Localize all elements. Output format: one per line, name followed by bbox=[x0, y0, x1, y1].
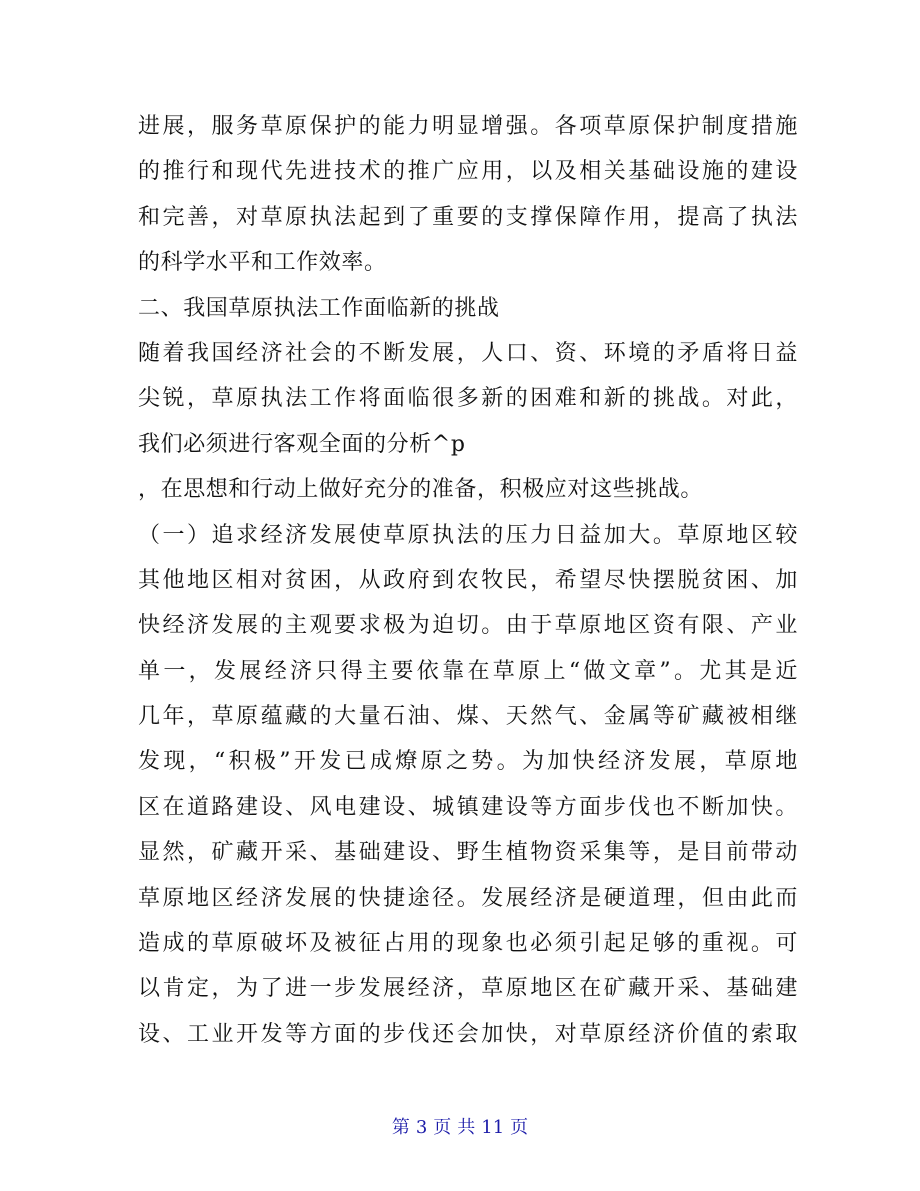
text-line: 随着我国经济社会的不断发展，人口、资、环境的矛盾将日益 bbox=[138, 340, 798, 366]
text-line: 区在道路建设、风电建设、城镇建设等方面步伐也不断加快。 bbox=[138, 794, 798, 820]
text-line: 二、我国草原执法工作面临新的挑战 bbox=[138, 295, 500, 321]
footer-total-pages: 11 bbox=[481, 1117, 505, 1138]
footer-page-word: 第 bbox=[391, 1117, 410, 1138]
text-line: 进展，服务草原保护的能力明显增强。各项草原保护制度措施 bbox=[138, 114, 798, 139]
text-line: 单一，发展经济只得主要依靠在草原上“做文章”。尤其是近 bbox=[138, 658, 798, 684]
text-line: 的科学水平和工作效率。 bbox=[138, 250, 387, 276]
document-body bbox=[138, 104, 798, 1057]
text-line: 快经济发展的主观要求极为迫切。由于草原地区资有限、产业 bbox=[138, 613, 798, 639]
text-line: 造成的草原破坏及被征占用的现象也必须引起足够的重视。可 bbox=[138, 931, 798, 957]
text-line: 尖锐，草原执法工作将面临很多新的困难和新的挑战。对此， bbox=[138, 386, 798, 412]
page-footer bbox=[0, 1113, 920, 1139]
text-line: 草原地区经济发展的快捷途径。发展经济是硬道理，但由此而 bbox=[138, 885, 798, 911]
text-line: ，在思想和行动上做好充分的准备，积极应对这些挑战。 bbox=[138, 477, 704, 503]
text-line: 设、工业开发等方面的步伐还会加快，对草原经济价值的索取 bbox=[138, 1021, 798, 1047]
footer-page-number: 3 bbox=[415, 1117, 428, 1138]
text-line: 和完善，对草原执法起到了重要的支撑保障作用，提高了执法 bbox=[138, 204, 798, 230]
text-line: 几年，草原蕴藏的大量石油、煤、天然气、金属等矿藏被相继 bbox=[138, 704, 798, 730]
text-line: 我们必须进行客观全面的分析^p bbox=[138, 431, 466, 457]
text-line: 以肯定，为了进一步发展经济，草原地区在矿藏开采、基础建 bbox=[138, 976, 798, 1002]
text-line: 的推行和现代先进技术的推广应用，以及相关基础设施的建设 bbox=[138, 159, 798, 185]
footer-page-unit: 页 bbox=[433, 1117, 452, 1138]
text-line: （一）追求经济发展使草原执法的压力日益加大。草原地区较 bbox=[138, 522, 798, 548]
footer-total-word: 共 bbox=[457, 1117, 476, 1138]
text-line: 发现，“积极”开发已成燎原之势。为加快经济发展，草原地 bbox=[138, 749, 798, 775]
text-line: 其他地区相对贫困，从政府到农牧民，希望尽快摆脱贫困、加 bbox=[138, 567, 798, 593]
footer-total-unit: 页 bbox=[510, 1117, 529, 1138]
text-line: 显然，矿藏开采、基础建设、野生植物资采集等，是目前带动 bbox=[138, 840, 798, 866]
